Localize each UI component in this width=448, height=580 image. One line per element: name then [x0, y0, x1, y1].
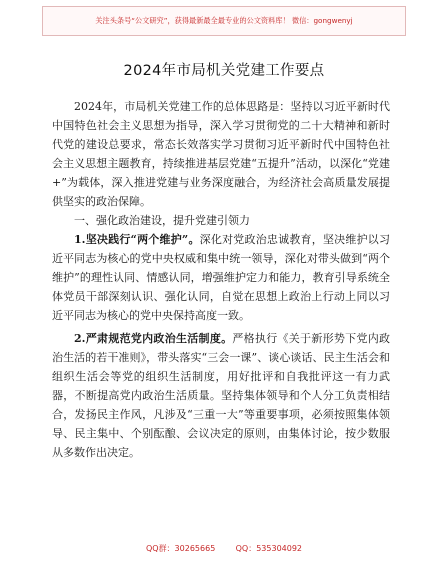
item-1-title: 1.坚决践行“两个维护”。 — [74, 233, 200, 246]
footer — [0, 543, 448, 554]
footer-qq-group: QQ群：30265665 — [145, 544, 216, 553]
item-1-paragraph — [52, 230, 390, 325]
document-title: 2024年市局机关党建工作要点 — [123, 63, 325, 79]
intro-paragraph: 2024年，市局机关党建工作的总体思路是：坚持以习近平新时代中国特色社会主义思想为指导，深入学习贯彻党的二十大精神和新时代党的建设总要求，常态长效落实学习贯彻习近平新时代中国特色社会主义思想主题教育，持续推进基层党建“五提升”活动，以深化“党建+”为载体，深入推进党建与业务深度融合，为经济社会高质量发展提供坚实的政治保障。 — [52, 100, 390, 208]
document-body — [52, 97, 390, 462]
item-2-body: 严格执行《关于新形势下党内政治生活的若干准则》，带头落实“三会一课”、谈心谈话、民主生活会和组织生活会等党的组织生活制度，用好批评和自我批评这一有力武器，不断提高党内政治生活质量。坚持集体领导和个人分工负责相结合，发扬民主作风，凡涉及“三重一大”等重要事项，必须按照集体领导、民主集中、个别酝酿、会议决定的原则，由集体讨论，按少数服从多数作出决定。 — [52, 332, 391, 459]
footer-qq: QQ：535304092 — [235, 544, 303, 553]
header-banner — [42, 6, 406, 36]
section-heading: 一、强化政治建设，提升党建引领力 — [74, 214, 250, 227]
banner-text: 关注头条号“公文研究”，获得最新最全最专业的公文资料库！ 微信：gongwenyj — [95, 16, 353, 25]
item-2-title: 2.严肃规范党内政治生活制度。 — [74, 332, 233, 345]
item-1-body: 深化对党政治忠诚教育，坚决维护以习近平同志为核心的党中央权威和集中统一领导，深化对带头做到“两个维护”的理性认同、情感认同，增强维护定力和能力，教育引导系统全体党员干部深刻认识、强化认同，自觉在思想上政治上行动上同以习近平同志为核心的党中央保持高度一致。 — [52, 233, 391, 322]
item-2-paragraph — [52, 329, 390, 462]
